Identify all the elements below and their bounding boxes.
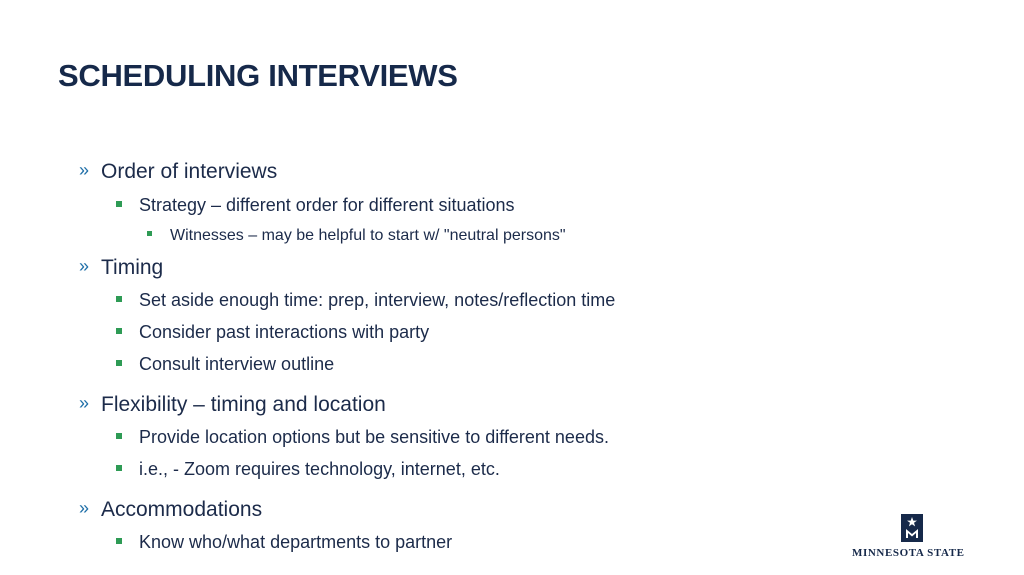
bullet-level1	[79, 160, 277, 184]
bullet-text: Set aside enough time: prep, interview, notes/reflection time	[139, 290, 616, 310]
minnesota-state-mark-icon	[901, 514, 923, 542]
chevron-bullet-icon: »	[79, 393, 90, 413]
square-bullet-icon	[116, 201, 122, 207]
logo-text: MINNESOTA STATE	[852, 547, 965, 559]
bullet-text: i.e., - Zoom requires technology, internet, etc.	[139, 459, 500, 479]
bullet-text: Know who/what departments to partner	[139, 532, 453, 552]
bullet-text: Provide location options but be sensitive to different needs.	[139, 427, 609, 447]
bullet-level2	[116, 322, 429, 343]
square-bullet-icon	[116, 328, 122, 334]
square-bullet-icon	[116, 296, 122, 302]
bullet-text: Witnesses – may be helpful to start w/ "neutral persons"	[170, 227, 566, 244]
chevron-bullet-icon: »	[79, 160, 90, 180]
square-bullet-icon	[116, 433, 122, 439]
chevron-bullet-icon: »	[79, 498, 90, 518]
bullet-level2	[116, 427, 609, 448]
bullet-text: Strategy – different order for different situations	[139, 195, 515, 215]
bullet-level1	[79, 256, 163, 280]
bullet-level2	[116, 354, 334, 375]
bullet-level1	[79, 498, 262, 522]
bullet-level2	[116, 290, 615, 311]
bullet-text: Consult interview outline	[139, 354, 335, 374]
square-bullet-icon	[116, 360, 122, 366]
bullet-level1	[79, 393, 386, 417]
bullet-text: Consider past interactions with party	[139, 322, 430, 342]
square-bullet-icon	[147, 231, 152, 236]
bullet-text: Order of interviews	[101, 160, 278, 183]
square-bullet-icon	[116, 538, 122, 544]
bullet-level2	[116, 459, 500, 480]
bullet-level2	[116, 532, 452, 553]
square-bullet-icon	[116, 465, 122, 471]
slide-title: SCHEDULING INTERVIEWS	[58, 58, 458, 93]
bullet-text: Timing	[101, 256, 164, 279]
bullet-level3	[147, 227, 566, 245]
bullet-text: Accommodations	[101, 498, 263, 521]
bullet-text: Flexibility – timing and location	[101, 393, 386, 416]
minnesota-state-logo	[850, 514, 974, 564]
chevron-bullet-icon: »	[79, 256, 90, 276]
bullet-level2	[116, 195, 515, 216]
